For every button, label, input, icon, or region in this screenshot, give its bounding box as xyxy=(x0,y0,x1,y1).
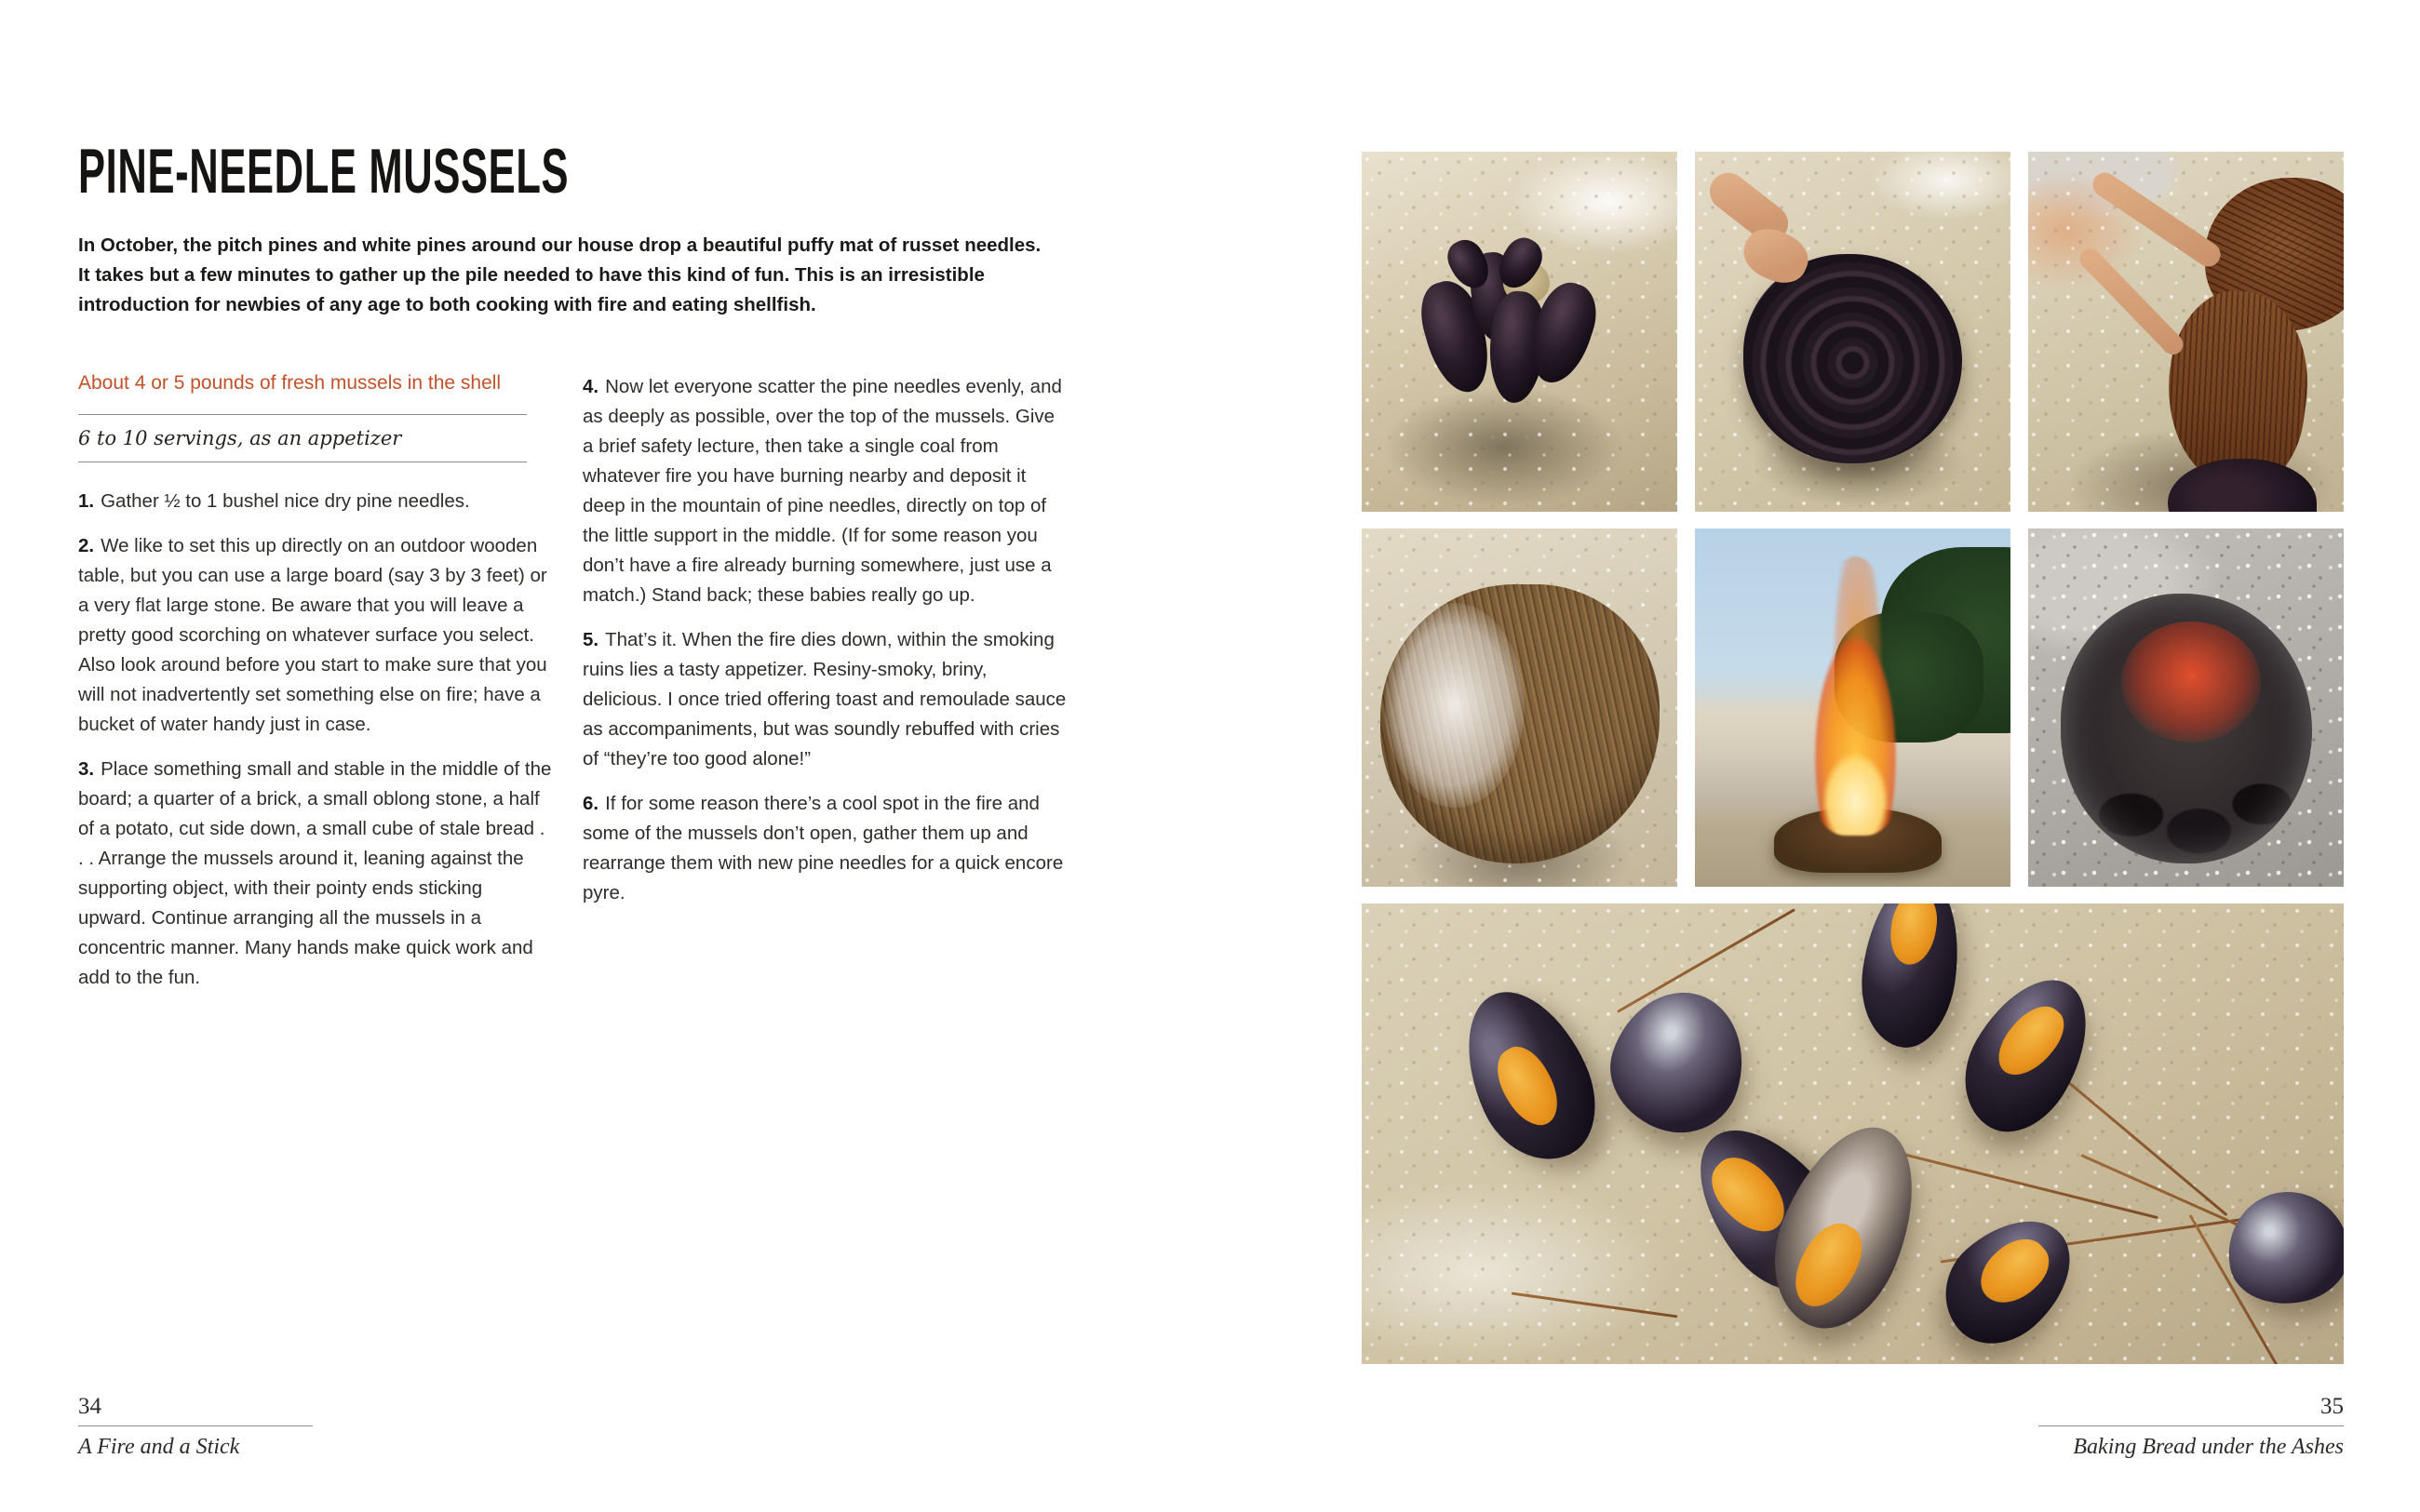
step-6 xyxy=(583,789,1069,908)
intro-line: It takes but a few minutes to gather up the pile needed to have this kind of fun. This is an irresistible xyxy=(78,264,985,286)
step-4 xyxy=(583,372,1069,610)
step-text: Place something small and stable in the middle of the board; a quarter of a brick, a small oblong stone, a half of a potato, cut side down, a small cube of stale bread . . . Arrange the mussels around it, leaning against the supporting object, with their pointy ends sticking upward. Continue arranging all the mussels in a concentric manner. Many hands make quick work and add to the fun. xyxy=(78,758,552,988)
footer-rule-left xyxy=(78,1425,313,1426)
step-number: 4. xyxy=(583,376,599,397)
step-3 xyxy=(78,755,555,993)
photo-blazing-pyre xyxy=(1695,529,2010,887)
footer-right xyxy=(2038,1394,2344,1460)
photo-smoking-mound xyxy=(1362,529,1677,887)
step-text: Gather ½ to 1 bushel nice dry pine needles. xyxy=(101,490,470,512)
step-text: We like to set this up directly on an outdoor wooden table, but you can use a large board (say 3 by 3 feet) or a very flat large stone. Be aware that you will leave a pretty good scorching on whatever surface you select. Also look around before you start to make sure that you will not inadvertently set something else on fire; have a bucket of water handy just in case. xyxy=(78,535,547,735)
recipe-page xyxy=(78,136,1074,1008)
footer-rule-right xyxy=(2038,1425,2344,1426)
page-title: PINE-NEEDLE MUSSELS xyxy=(78,136,570,207)
intro-line: introduction for newbies of any age to both cooking with fire and eating shellfish. xyxy=(78,294,816,315)
step-text: That’s it. When the fire dies down, within the smoking ruins lies a tasty appetizer. Resiny-smoky, briny, delicious. I once tried offering toast and remoulade sauce as accompaniments, but was soundly rebuffed with cries of “they’re too good alone!” xyxy=(583,629,1067,769)
step-number: 3. xyxy=(78,758,95,780)
photo-smoldering-ashes xyxy=(2028,529,2344,887)
chapter-title-right: Baking Bread under the Ashes xyxy=(2073,1435,2344,1459)
step-1 xyxy=(78,487,555,516)
step-5 xyxy=(583,625,1069,774)
photo-grid xyxy=(1362,152,2344,1364)
step-text: If for some reason there’s a cool spot in the fire and some of the mussels don’t open, gather them up and rearrange them with new pine needles for a quick encore pyre. xyxy=(583,793,1064,903)
footer-left xyxy=(78,1394,313,1460)
photo-opened-mussels xyxy=(1362,903,2344,1364)
step-number: 1. xyxy=(78,490,95,512)
photo-mussel-circle xyxy=(1695,152,2010,512)
step-number: 6. xyxy=(583,793,599,814)
chapter-title-left: A Fire and a Stick xyxy=(78,1435,240,1459)
step-number: 5. xyxy=(583,629,599,650)
recipe-column-right xyxy=(583,372,1069,1008)
page-number-left: 34 xyxy=(78,1394,101,1419)
steps-1-3 xyxy=(78,487,555,993)
recipe-intro xyxy=(78,231,1074,320)
page-number-right: 35 xyxy=(2320,1394,2344,1419)
ingredient-line: About 4 or 5 pounds of fresh mussels in the shell xyxy=(78,372,502,394)
step-number: 2. xyxy=(78,535,95,556)
intro-line: In October, the pitch pines and white pines around our house drop a beautiful puffy mat of russet needles. xyxy=(78,234,1042,256)
photo-mussel-cluster xyxy=(1362,152,1677,512)
step-text: Now let everyone scatter the pine needles evenly, and as deeply as possible, over the top of the mussels. Give a brief safety lecture, then take a single coal from whatever fire you have burning nearby and deposit it deep in the mountain of pine needles, directly on top of the little support in the middle. (If for some reason you don’t have a fire already burning somewhere, just use a match.) Stand back; these babies really go up. xyxy=(583,376,1062,606)
step-2 xyxy=(78,531,555,740)
photo-pouring-needles xyxy=(2028,152,2344,512)
servings-line: 6 to 10 servings, as an appetizer xyxy=(78,427,402,449)
recipe-columns xyxy=(78,372,1074,1008)
recipe-column-left xyxy=(78,372,555,1008)
